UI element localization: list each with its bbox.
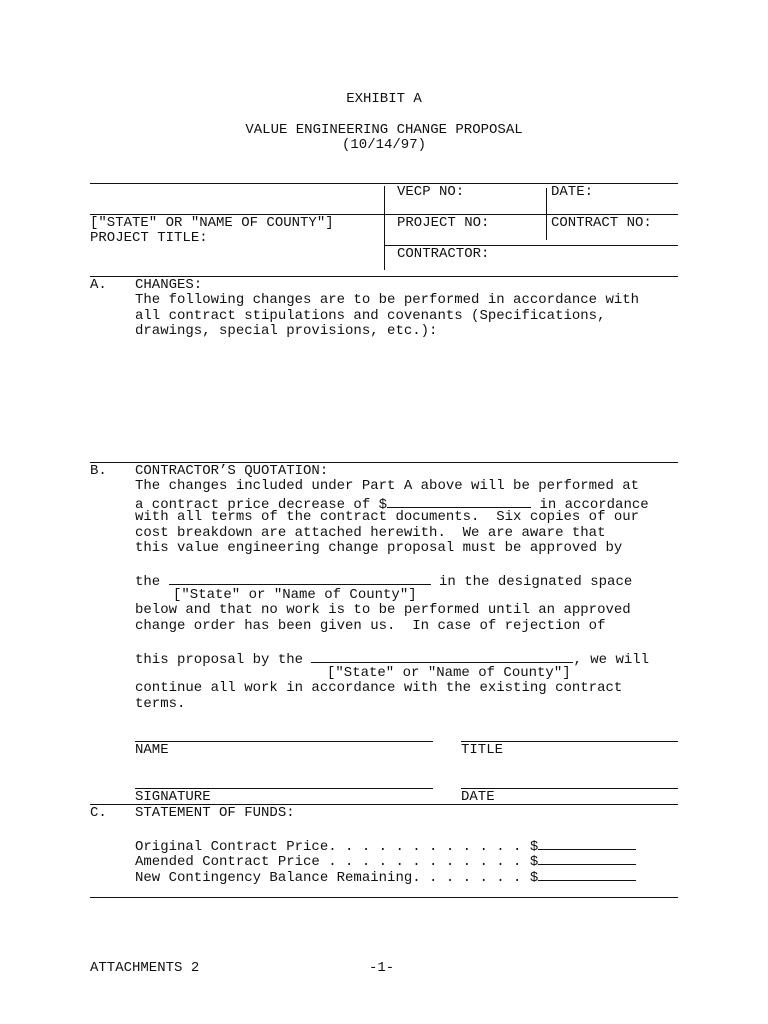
section-b-line: The changes included under Part A above will be performed at: [135, 478, 640, 494]
date-signature-label: DATE: [461, 789, 495, 805]
approval-prefix: the: [135, 574, 169, 590]
approval-suffix: in the designated space: [430, 574, 633, 590]
rejecting-party-caption: ["State" or "Name of County"]: [327, 665, 571, 681]
amended-price-label: Amended Contract Price . . . . . . . . . . . . $: [135, 854, 539, 870]
vecp-no-field[interactable]: VECP NO:: [397, 184, 465, 200]
box-divider-vertical: [384, 186, 385, 270]
contract-no-field[interactable]: CONTRACT NO:: [551, 215, 652, 231]
section-a-line: The following changes are to be performed in accordance with: [135, 292, 640, 308]
page-number: -1-: [369, 960, 395, 976]
rejection-suffix: , we will: [573, 652, 650, 668]
section-b-line: change order has been given us. In case of rejection of: [135, 618, 606, 634]
date-field[interactable]: DATE:: [551, 184, 594, 200]
section-c-bottom-rule: [90, 897, 678, 898]
project-no-field[interactable]: PROJECT NO:: [397, 215, 490, 231]
section-c-heading: STATEMENT OF FUNDS:: [135, 805, 295, 821]
price-prefix: a contract price decrease of $: [135, 497, 388, 513]
rejecting-party-blank[interactable]: [311, 650, 573, 663]
section-b-line: cost breakdown are attached herewith. We are aware that: [135, 525, 606, 541]
section-c-letter: C.: [90, 805, 107, 821]
contingency-balance-label: New Contingency Balance Remaining. . . . . . . $: [135, 870, 539, 886]
price-decrease-blank[interactable]: [387, 495, 531, 508]
section-a-line: drawings, special provisions, etc.):: [135, 323, 438, 339]
price-suffix: in accordance: [531, 497, 649, 513]
section-b-line: terms.: [135, 696, 186, 712]
section-b-line: with all terms of the contract documents. Six copies of our: [135, 509, 640, 525]
original-price-blank[interactable]: [538, 837, 636, 850]
rejection-prefix: this proposal by the: [135, 652, 312, 668]
section-b-line: this value engineering change proposal must be approved by: [135, 540, 623, 556]
original-price-label: Original Contract Price. . . . . . . . . . . . $: [135, 839, 539, 855]
contingency-balance-blank[interactable]: [538, 868, 636, 881]
section-b-line: below and that no work is to be performed until an approved: [135, 602, 631, 618]
exhibit-label: EXHIBIT A: [346, 91, 422, 107]
section-a-heading: CHANGES:: [135, 277, 203, 293]
attachments-label: ATTACHMENTS 2: [90, 960, 200, 976]
name-label: NAME: [135, 742, 169, 758]
signature-label: SIGNATURE: [135, 789, 211, 805]
project-title-field[interactable]: PROJECT TITLE:: [90, 230, 208, 246]
document-date: (10/14/97): [341, 137, 426, 153]
amended-price-blank[interactable]: [538, 852, 636, 865]
state-county-placeholder: ["STATE" OR "NAME OF COUNTY"]: [90, 215, 334, 231]
approver-caption: ["State" or "Name of County"]: [173, 587, 417, 603]
box-divider-date: [546, 188, 547, 240]
document-title: VALUE ENGINEERING CHANGE PROPOSAL: [245, 122, 523, 138]
section-b-heading: CONTRACTOR’S QUOTATION:: [135, 463, 329, 479]
title-label: TITLE: [461, 742, 504, 758]
section-b-line: continue all work in accordance with the existing contract: [135, 680, 623, 696]
approver-blank[interactable]: [169, 572, 431, 585]
section-a-line: all contract stipulations and covenants (Specifications,: [135, 308, 606, 324]
section-a-letter: A.: [90, 277, 107, 293]
contingency-balance-row: [135, 868, 636, 887]
name-signature-line[interactable]: [135, 741, 433, 742]
contractor-field[interactable]: CONTRACTOR:: [397, 246, 490, 262]
section-b-letter: B.: [90, 463, 107, 479]
